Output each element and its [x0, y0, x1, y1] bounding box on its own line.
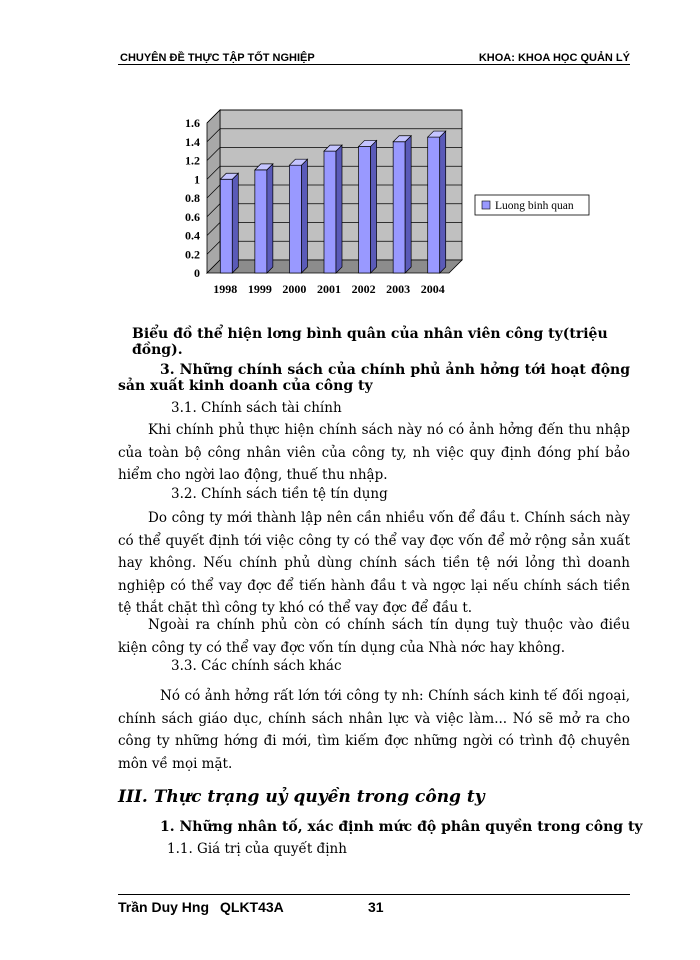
section-3-2-body-2: Ngoài ra chính phủ còn có chính sách tín dụng tuỳ thuộc vào điều kiện công ty có thể vay đợc vốn tín dụng của Nhà nớc hay không. [118, 617, 630, 656]
y-tick-label: 0.4 [185, 228, 200, 243]
bar-side [267, 164, 273, 273]
bar [393, 142, 405, 273]
subsection-1-1-title: 1.1. Giá trị của quyết định [167, 841, 347, 857]
bar [255, 170, 267, 273]
footer-class: QLKT43A [220, 899, 284, 915]
bar [324, 151, 336, 273]
bar-side [301, 159, 307, 273]
y-tick-label: 0.6 [185, 209, 200, 224]
bar-side [440, 131, 446, 273]
bar [289, 165, 301, 273]
bar-side [371, 140, 377, 273]
bar [220, 179, 232, 273]
y-tick-label: 1.4 [185, 134, 200, 149]
page-footer [118, 894, 630, 915]
y-tick-label: 1 [194, 172, 200, 187]
subsection-1-title: 1. Những nhân tố, xác định mức độ phân quyền trong công ty [160, 819, 643, 835]
page-header [118, 50, 630, 65]
bar [359, 146, 371, 273]
y-tick-label: 1.2 [185, 153, 200, 168]
x-tick-label: 2000 [282, 282, 307, 296]
x-tick-label: 1998 [213, 282, 238, 296]
section-3-2-title: 3.2. Chính sách tiền tệ tín dụng [171, 486, 388, 502]
legend-label: Luong binh quan [495, 200, 574, 212]
section-3-3-body: Nó có ảnh hởng rất lớn tới công ty nh: Chính sách kinh tế đối ngoại, chính sách giáo dục, chính sách nhân lực và việc làm... Nó sẽ mở ra cho công ty những hớng đi mới, tìm kiếm đợc những ngời có trình độ chuyên môn về mọi mặt. [118, 688, 630, 772]
bar-side [336, 145, 342, 273]
y-tick-label: 0 [194, 266, 200, 280]
chart-caption: Biểu đồ thể hiện lơng bình quân của nhân viên công ty(triệu đồng). [132, 326, 608, 358]
bar-side [405, 136, 411, 273]
x-tick-label: 2002 [351, 282, 376, 296]
section-3-title: 3. Những chính sách của chính phủ ảnh hởng tới hoạt động sản xuất kinh doanh của công ty [118, 362, 630, 394]
section-3-1-body: Khi chính phủ thực hiện chính sách này nó có ảnh hởng đến thu nhập của toàn bộ công nhân viên của công ty, nh việc quy định đóng phí bảo hiểm cho ngời lao động, thuế thu nhập. [118, 422, 630, 483]
section-3-1-title: 3.1. Chính sách tài chính [171, 400, 342, 416]
page-number: 31 [368, 899, 384, 915]
footer-author: Trần Duy Hng [118, 899, 210, 915]
x-tick-label: 2003 [386, 282, 411, 296]
x-tick-label: 2001 [317, 282, 341, 296]
section-3-3-title: 3.3. Các chính sách khác [171, 658, 342, 674]
section-3-2-body-1: Do công ty mới thành lập nên cần nhiều vốn để đầu t. Chính sách này có thể quyết định tới việc công ty có thể vay đợc vốn để mở rộng sản xuất hay không. Nếu chính phủ dùng chính sách tiền tệ nới lỏng thì doanh nghiệp có thể vay đợc để tiến hành đầu t và ngợc lại nếu chính sách tiền tệ thắt chặt thì công ty khó có thể vay đợc để đầu t. [118, 510, 630, 616]
bar-side [232, 173, 238, 273]
x-tick-label: 1999 [247, 282, 272, 296]
chart-legend [475, 195, 589, 215]
section-iii-title: III. Thực trạng uỷ quyền trong công ty [118, 787, 485, 807]
y-tick-label: 0.8 [185, 191, 200, 205]
header-right: KHOA: KHOA HỌC QUẢN LÝ [478, 52, 630, 64]
header-left: CHUYÊN ĐỀ THỰC TẬP TỐT NGHIỆP [120, 52, 315, 64]
salary-bar-chart [170, 105, 600, 300]
legend-swatch [482, 201, 490, 209]
y-tick-label: 0.2 [185, 247, 200, 262]
x-tick-label: 2004 [420, 282, 445, 296]
y-tick-label: 1.6 [185, 116, 200, 130]
bar [428, 137, 440, 273]
